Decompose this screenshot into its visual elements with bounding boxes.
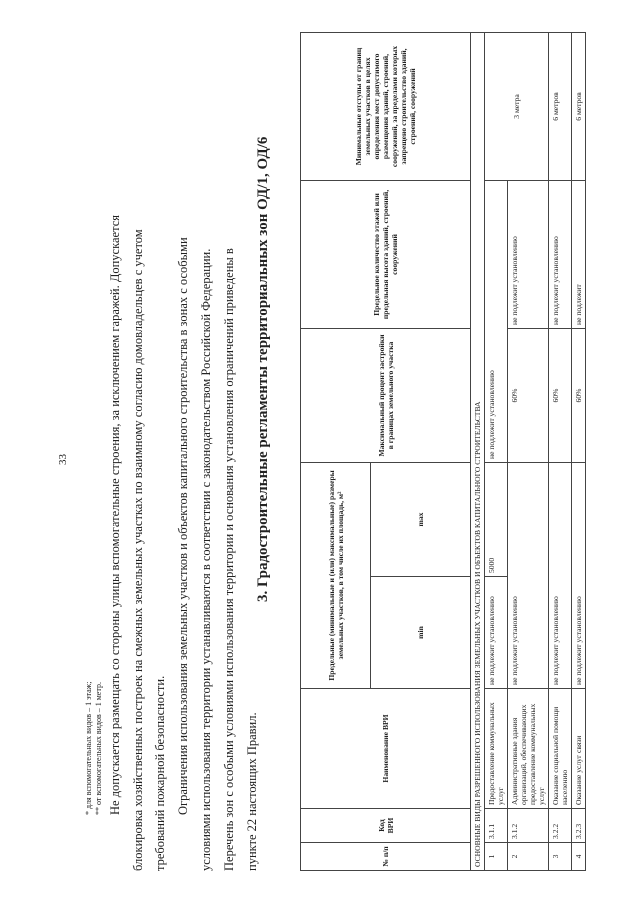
cell-code: 3.2.3 [572,809,586,843]
header-max: max [371,462,471,576]
header-name: Наименование ВРИ [301,689,471,809]
cell-percent: 60% [508,328,549,462]
cell-num: 3 [549,843,572,871]
paragraph-line: Не допускается размещать со стороны улицы вспомогательные строения, за исключением гаражей. Допускается [108,215,122,815]
paragraph-line: условиями использования территории устанавливаются в соответствии с законодательством Российской Федерации. [199,248,213,871]
cell-name: Предоставление коммунальных услуг [485,689,508,809]
header-size-group: Предельные (минимальные и (или) максимальные) размеры земельных участков, в том числе их площадь, м² [301,462,371,688]
header-percent: Максимальный процент застройки в границах земельного участка [301,328,471,462]
table-row [549,32,572,870]
cell-num: 1 [485,843,508,871]
cell-floors: не подлежит установлению [549,180,572,328]
cell-num: 2 [508,843,549,871]
paragraph-line: требований пожарной безопасности. [153,675,167,871]
cell-code: 3.1.1 [485,809,508,843]
page-number: 33 [57,454,69,465]
paragraph-line: Ограничения использования земельных участков и объектов капитального строительства в зонах с особыми [176,237,190,815]
cell-minmax: не подлежит установлению [572,462,586,688]
header-code: Код ВРИ [301,809,471,843]
footnote-1: * для вспомогательных видов – 1 этаж; [84,681,93,815]
cell-percent: 60% [549,328,572,462]
cell-floors: не подлежит установлению [508,180,549,328]
cell-setback: 6 метров [549,32,572,180]
cell-setback: 6 метров [572,32,586,180]
paragraph-line: блокировка хозяйственных построек на смежных земельных участках по взаимному согласию домовладельцев с учетом [131,229,145,871]
cell-name: Оказание услуг связи [572,689,586,809]
cell-name: Оказание социальной помощи населению [549,689,572,809]
cell-floors: не подлежит [572,180,586,328]
table-row [572,32,586,870]
header-num: № п/п [301,843,471,871]
cell-code: 3.2.2 [549,809,572,843]
header-setback: Минимальные отступы от границ земельных участков в целях определения мест допустимого размещения зданий, строений, сооружений, за пределами которых запрещено строительство зданий, строений, сооружений [301,32,471,180]
header-min: min [371,577,471,689]
regulations-table [300,32,586,871]
cell-num: 4 [572,843,586,871]
cell-setback: 3 метра [485,32,549,180]
section-row: ОСНОВНЫЕ ВИДЫ РАЗРЕШЕННОГО ИСПОЛЬЗОВАНИЯ ЗЕМЕЛЬНЫХ УЧАСТКОВ И ОБЪЕКТОВ КАПИТАЛЬНОГО СТРОИТЕЛЬСТВА [471,32,485,870]
cell-minmax: не подлежит установлению [549,462,572,688]
paragraph-line: Перечень зон с особыми условиями использования территории и основания установления ограничений приведены в [222,248,236,871]
cell-floors: не подлежит установлению [485,180,508,462]
cell-minmax: не подлежит установлению [508,462,549,688]
cell-min: не подлежит установлению [485,577,508,689]
cell-name: Административные здания организаций, обеспечивающих предоставление коммунальных услуг [508,689,549,809]
table-row [485,32,508,870]
section-heading: 3. Градостроительные регламенты территориальных зон ОД/1, ОД/6 [255,136,271,602]
footnote-2: ** от вспомогательных видов – 1 метр. [94,682,103,815]
cell-percent: 60% [572,328,586,462]
header-floors: Предельное количество этажей или предельная высота зданий, строений, сооружений [301,180,471,328]
cell-code: 3.1.2 [508,809,549,843]
paragraph-line: пункте 22 настоящих Правил. [245,712,259,871]
cell-max: 5000 [485,462,508,576]
